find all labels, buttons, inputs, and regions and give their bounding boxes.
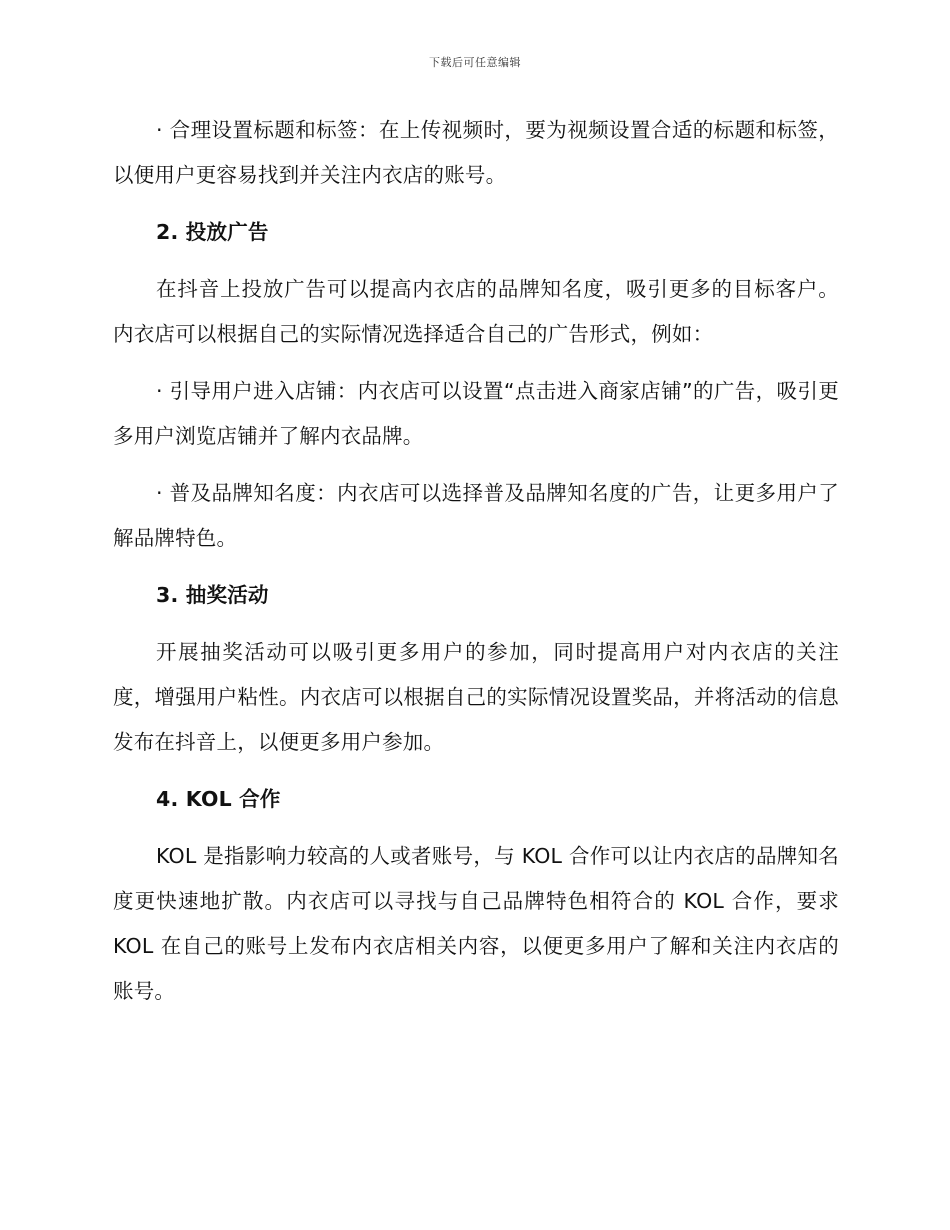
bullet-guide-to-store: · 引导用户进入店铺：内衣店可以设置“点击进入商家店铺”的广告，吸引更多用户浏览店铺并了解内衣品牌。: [113, 379, 839, 448]
section-heading-lottery: 3. 抽奖活动: [156, 583, 269, 607]
paragraph-lottery: 开展抽奖活动可以吸引更多用户的参加，同时提高用户对内衣店的关注度，增强用户粘性。内衣店可以根据自己的实际情况设置奖品，并将活动的信息发布在抖音上，以便更多用户参加。: [113, 640, 839, 754]
bullet-title-tags: · 合理设置标题和标签：在上传视频时，要为视频设置合适的标题和标签，以便用户更容易找到并关注内衣店的账号。: [113, 118, 839, 187]
page-header: 下载后可任意编辑: [429, 56, 521, 69]
document-body: [113, 108, 839, 1026]
paragraph-kol: KOL 是指影响力较高的人或者账号，与 KOL 合作可以让内衣店的品牌知名度更快速地扩散。内衣店可以寻找与自己品牌特色相符合的 KOL 合作，要求 KOL 在自己的账号上发布内衣店相关内容，以便更多用户了解和关注内衣店的账号。: [113, 844, 839, 1003]
paragraph-ads-intro: 在抖音上投放广告可以提高内衣店的品牌知名度，吸引更多的目标客户。内衣店可以根据自己的实际情况选择适合自己的广告形式，例如：: [113, 277, 839, 346]
section-heading-ads: 2. 投放广告: [156, 220, 269, 244]
section-heading-kol: 4. KOL 合作: [156, 787, 281, 811]
bullet-brand-awareness: · 普及品牌知名度：内衣店可以选择普及品牌知名度的广告，让更多用户了解品牌特色。: [113, 481, 839, 550]
